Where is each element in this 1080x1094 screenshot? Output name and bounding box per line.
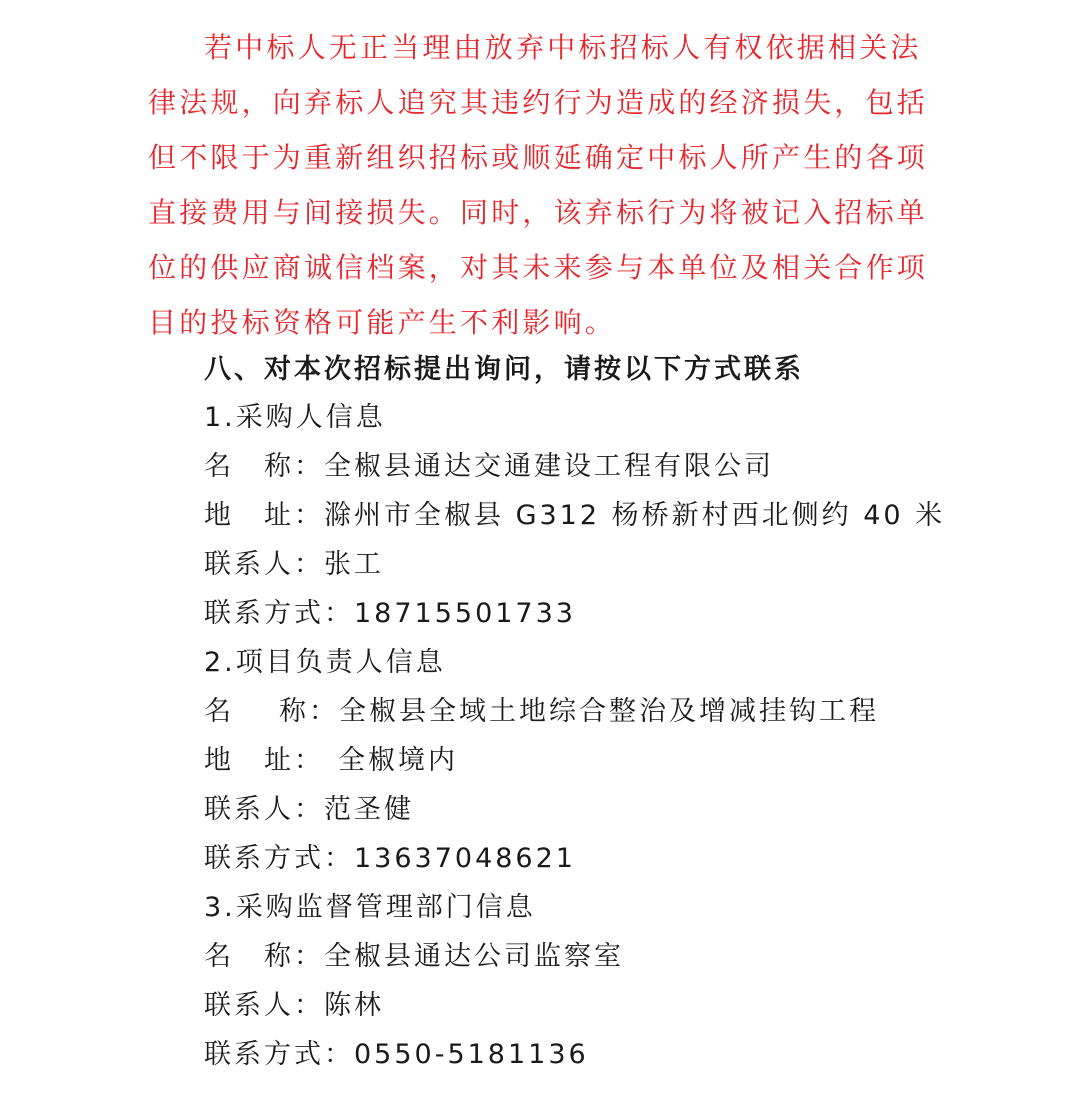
- project-lead-name-row: [204, 692, 879, 732]
- project-lead-phone-value: 13637048621: [354, 843, 576, 874]
- supervisor-name-value: 全椒县通达公司监察室: [324, 941, 624, 972]
- project-lead-address-label-2: 址：: [264, 745, 324, 776]
- purchaser-address-row: [204, 496, 945, 536]
- purchaser-name-value: 全椒县通达交通建设工程有限公司: [324, 451, 774, 482]
- supervisor-contact-value: 陈林: [324, 990, 384, 1021]
- project-lead-phone-row: [204, 839, 576, 879]
- purchaser-name-row: [204, 447, 774, 487]
- purchaser-phone-label: 联系方式：: [204, 598, 354, 629]
- project-lead-name-value: 全椒县全域土地综合整治及增减挂钩工程: [339, 696, 879, 727]
- supervisor-name-row: [204, 937, 624, 977]
- purchaser-info-title: 1.采购人信息: [204, 402, 386, 433]
- purchaser-contact-value: 张工: [324, 549, 384, 580]
- supervisor-name-label-2: 称：: [264, 941, 324, 972]
- purchaser-contact-label: 联系人：: [204, 549, 324, 580]
- project-lead-contact-row: [204, 790, 414, 830]
- project-lead-contact-value: 范圣健: [324, 794, 414, 825]
- project-lead-name-label-1: 名: [204, 696, 234, 727]
- supervisor-phone-label: 联系方式：: [204, 1039, 354, 1070]
- purchaser-contact-row: [204, 545, 384, 585]
- supervisor-phone-value: 0550-5181136: [354, 1039, 589, 1070]
- purchaser-name-label-1: 名: [204, 451, 234, 482]
- project-lead-name-label-2: 称：: [279, 696, 339, 727]
- project-lead-address-value: 全椒境内: [338, 745, 458, 776]
- project-lead-info-title: 2.项目负责人信息: [204, 647, 446, 678]
- supervisor-info-title: 3.采购监督管理部门信息: [204, 892, 536, 923]
- project-lead-contact-label: 联系人：: [204, 794, 324, 825]
- project-lead-phone-label: 联系方式：: [204, 843, 354, 874]
- supervisor-contact-row: [204, 986, 384, 1026]
- supervisor-contact-label: 联系人：: [204, 990, 324, 1021]
- purchaser-address-label-2: 址：: [264, 500, 324, 531]
- purchaser-name-label-2: 称：: [264, 451, 324, 482]
- purchaser-phone-row: [204, 594, 576, 634]
- section-8-heading: 八、对本次招标提出询问，请按以下方式联系: [204, 354, 804, 385]
- purchaser-address-value: 滁州市全椒县 G312 杨桥新村西北侧约 40 米: [324, 500, 946, 531]
- purchaser-phone-value: 18715501733: [354, 598, 576, 629]
- project-lead-address-row: [204, 741, 458, 781]
- supervisor-name-label-1: 名: [204, 941, 234, 972]
- supervisor-phone-row: [204, 1035, 589, 1075]
- purchaser-address-label-1: 地: [204, 500, 234, 531]
- abandonment-notice-paragraph: 若中标人无正当理由放弃中标招标人有权依据相关法律法规，向弃标人追究其违约行为造成的经济损失，包括但不限于为重新组织招标或顺延确定中标人所产生的各项直接费用与间接损失。同时，该弃标行为将被记入招标单位的供应商诚信档案，对其未来参与本单位及相关合作项目的投标资格可能产生不利影响。: [148, 31, 929, 339]
- project-lead-address-label-1: 地: [204, 745, 234, 776]
